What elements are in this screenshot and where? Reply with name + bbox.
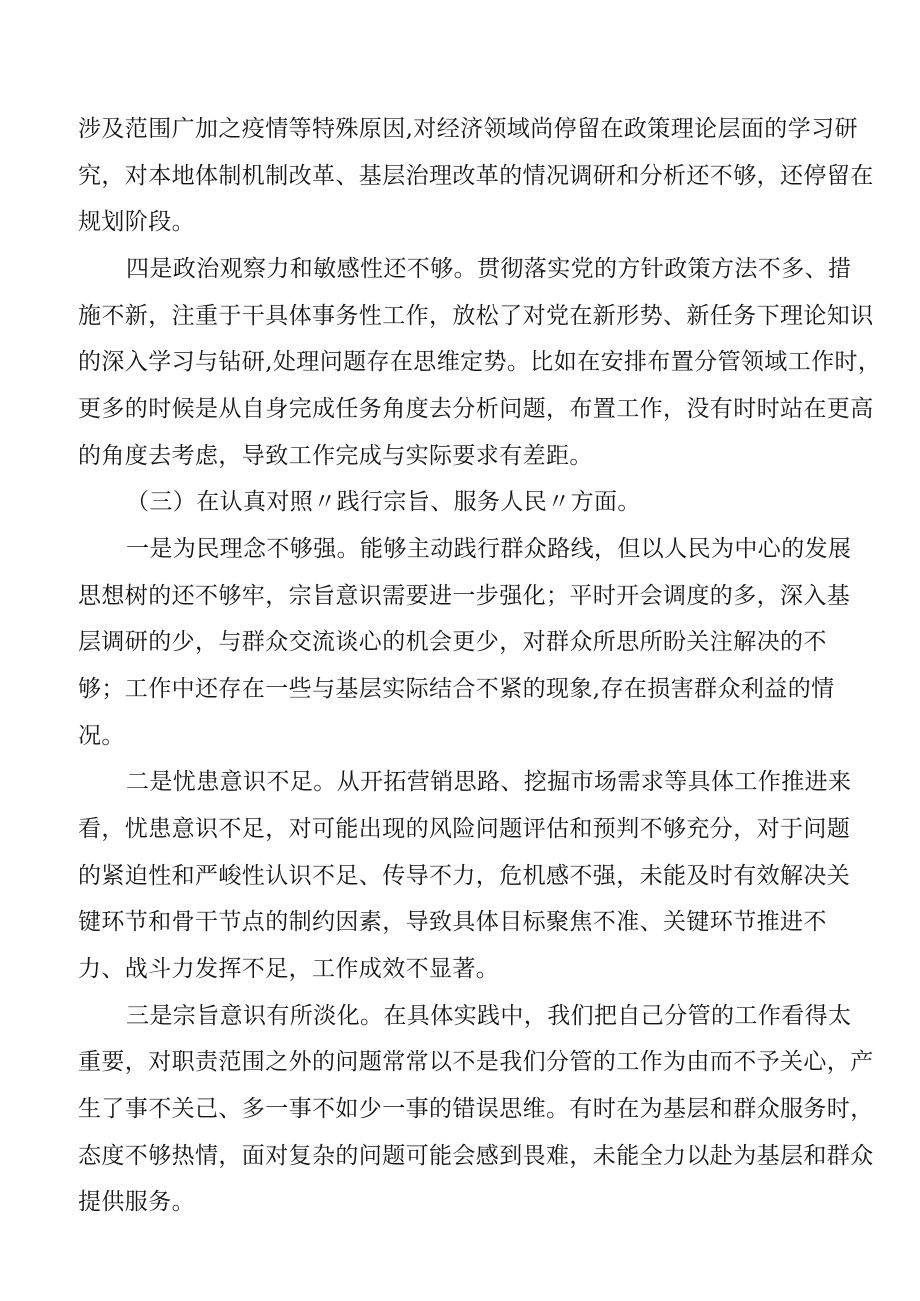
paragraph-1-line-3: 规划阶段。: [78, 209, 195, 235]
paragraph-4-line-1: 二是忧患意识不足。从开拓营销思路、挖掘市场需求等具体工作推进来: [126, 769, 852, 795]
paragraph-2-line-1: 四是政治观察力和敏感性还不够。贯彻落实党的方针政策方法不多、措: [126, 256, 852, 282]
paragraph-4-line-4: 键环节和骨干节点的制约因素，导致具体目标聚焦不准、关键环节推进不: [78, 909, 827, 935]
paragraph-5-line-3: 生了事不关己、多一事不如少一事的错误思维。有时在为基层和群众服务时，: [78, 1096, 874, 1122]
paragraph-5-line-1: 三是宗旨意识有所淡化。在具体实践中，我们把自己分管的工作看得太: [126, 1003, 852, 1029]
paragraph-3-line-1: 一是为民理念不够强。能够主动践行群众路线，但以人民为中心的发展: [126, 536, 852, 562]
paragraph-5-line-2: 重要，对职责范围之外的问题常常以不是我们分管的工作为由而不予关心，产: [78, 1049, 874, 1075]
section-heading: （三）在认真对照〃践行宗旨、服务人民〃方面。: [126, 489, 641, 515]
paragraph-1-line-2: 究，对本地体制机制改革、基层治理改革的情况调研和分析还不够，还停留在: [78, 163, 874, 189]
paragraph-2-line-2: 施不新，注重于干具体事务性工作，放松了对党在新形势、新任务下理论知识: [78, 303, 874, 329]
paragraph-2-line-3: 的深入学习与钻研,处理问题存在思维定势。比如在安排布置分管领域工作时，: [78, 349, 882, 375]
paragraph-3-line-5: 况。: [78, 723, 125, 749]
paragraph-4-line-2: 看，忧患意识不足，对可能出现的风险问题评估和预判不够充分，对于问题: [78, 816, 851, 842]
paragraph-5-line-4: 态度不够热情，面对复杂的问题可能会感到畏难，未能全力以赴为基层和群众: [78, 1143, 874, 1169]
paragraph-3-line-2: 思想树的还不够牢，宗旨意识需要进一步强化；平时开会调度的多，深入基: [78, 583, 851, 609]
paragraph-2-line-4: 更多的时候是从自身完成任务角度去分析问题，布置工作，没有时时站在更高: [78, 396, 874, 422]
paragraph-3-line-3: 层调研的少，与群众交流谈心的机会更少，对群众所思所盼关注解决的不: [78, 629, 827, 655]
paragraph-3-line-4: 够；工作中还存在一些与基层实际结合不紧的现象,存在损害群众利益的情: [78, 676, 835, 702]
paragraph-2-line-5: 的角度去考虑，导致工作完成与实际要求有差距。: [78, 443, 593, 469]
paragraph-5-line-5: 提供服务。: [78, 1189, 195, 1215]
paragraph-1-line-1: 涉及范围广加之疫情等特殊原因,对经济领域尚停留在政策理论层面的学习研: [78, 116, 858, 142]
paragraph-4-line-3: 的紧迫性和严峻性认识不足、传导不力，危机感不强，未能及时有效解决关: [78, 863, 851, 889]
paragraph-4-line-5: 力、战斗力发挥不足，工作成效不显著。: [78, 956, 500, 982]
